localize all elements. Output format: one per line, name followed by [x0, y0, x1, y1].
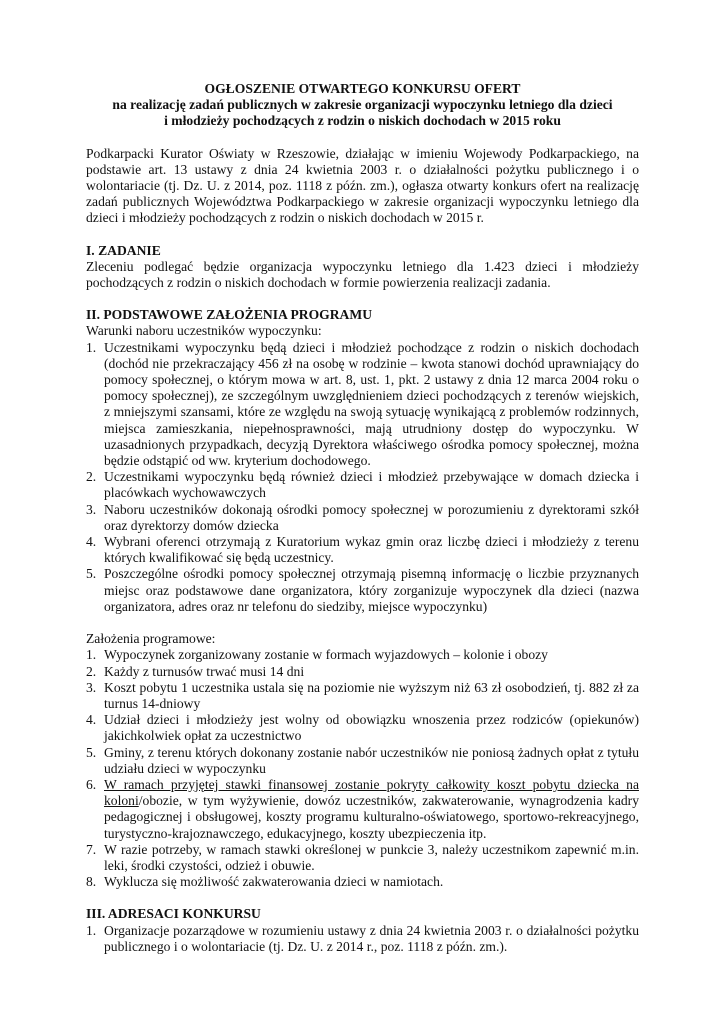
list-item-number: 5. — [86, 566, 97, 582]
list-item-text: Koszt pobytu 1 uczestnika ustala się na poziomie nie wyższym niż 63 zł osobodzień, tj. 882 zł za turnus 14-dniowy — [104, 679, 639, 711]
section-3-heading: III. ADRESACI KONKURSU — [86, 906, 261, 922]
list-item — [86, 680, 639, 712]
list-item-number: 3. — [86, 501, 97, 517]
program-assumptions-heading: Założenia programowe: — [86, 631, 216, 647]
list-item-text: /obozie, w tym wyżywienie, dowóz uczestników, zakwaterowanie, wynagrodzenia kadry pedagogicznej i obsługowej, koszty programu kulturalno-oświatowego, sportowo-rekreacyjnego, turystyczno-krajoznawczego, edukacyjnego, koszty ubezpieczenia itp. — [104, 793, 639, 841]
section-2-heading: II. PODSTAWOWE ZAŁOŻENIA PROGRAMU — [86, 307, 373, 323]
list-item-text: Wyklucza się możliwość zakwaterowania dzieci w namiotach. — [104, 874, 444, 890]
list-item-text: Wybrani oferenci otrzymają z Kuratorium wykaz gmin oraz liczbę dzieci i młodzieży z terenu których kwalifikować się będą uczestnicy. — [104, 534, 639, 566]
list-item — [86, 842, 639, 874]
list-item — [86, 712, 639, 744]
list-item — [86, 874, 639, 890]
list-item-number: 1. — [86, 922, 97, 938]
contest-addressees-list — [86, 923, 639, 955]
list-item-text: W razie potrzeby, w ramach stawki określonej w punkcie 3, należy uczestnikom zapewnić m.in. leki, środki czystości, odzież i obuwie. — [104, 841, 639, 873]
list-item-number: 6. — [86, 776, 97, 792]
list-item-number: 1. — [86, 339, 97, 355]
section-1-heading: I. ZADANIE — [86, 242, 161, 258]
list-item-text: Naboru uczestników dokonają ośrodki pomocy społecznej w porozumieniu z dyrektorami szkół oraz dyrektorzy domów dziecka — [104, 501, 639, 533]
list-item-number: 1. — [86, 647, 97, 663]
list-item-underlined-text: W ramach przyjętej stawki finansowej zostanie pokryty całkowity koszt pobytu dziecka na koloni — [104, 776, 639, 809]
list-item — [86, 340, 639, 470]
list-item-number: 3. — [86, 679, 97, 695]
list-item-number: 2. — [86, 663, 97, 679]
list-item-text: Gminy, z terenu których dokonany zostanie nabór uczestników nie poniosą żadnych opłat z tytułu udziału dzieci w wypoczynku — [104, 744, 639, 776]
list-item-text: Udział dzieci i młodzieży jest wolny od obowiązku wnoszenia przez rodziców (opiekunów) jakichkolwiek opłat za uczestnictwo — [104, 712, 639, 744]
list-item — [86, 534, 639, 566]
section-2-subheading: Warunki naboru uczestników wypoczynku: — [86, 323, 322, 339]
list-item — [86, 777, 639, 842]
list-item-text: Wypoczynek zorganizowany zostanie w formach wyjazdowych – kolonie i obozy — [104, 647, 548, 663]
list-item — [86, 664, 639, 680]
list-item-number: 4. — [86, 534, 97, 550]
title-line-1: OGŁOSZENIE OTWARTEGO KONKURSU OFERT — [204, 81, 521, 96]
intro-paragraph: Podkarpacki Kurator Oświaty w Rzeszowie, działając w imieniu Wojewody Podkarpackiego, na podstawie art. 13 ustawy z dnia 24 kwietnia 2003 r. o działalności pożytku publicznego i o wolontariacie (tj. Dz. U. z 2014, poz. 1118 z późn. zm.), ogłasza otwarty konkurs ofert na realizację zadań publicznych Województwa Podkarpackiego w zakresie organizacji wypoczynku letniego dla dzieci i młodzieży pochodzących z rodzin o niskich dochodach w 2015 r. — [86, 145, 639, 226]
list-item — [86, 469, 639, 501]
program-assumptions-list — [86, 647, 639, 890]
list-item-number: 7. — [86, 841, 97, 857]
document-title — [86, 81, 639, 130]
list-item-text: Każdy z turnusów trwać musi 14 dni — [104, 663, 305, 679]
list-item — [86, 647, 639, 663]
recruitment-conditions-list — [86, 340, 639, 615]
section-1-text: Zleceniu podlegać będzie organizacja wypoczynku letniego dla 1.423 dzieci i młodzieży pochodzących z rodzin o niskich dochodach w formie powierzenia realizacji zadania. — [86, 258, 639, 291]
list-item-text: Organizacje pozarządowe w rozumieniu ustawy z dnia 24 kwietnia 2003 r. o działalności pożytku publicznego i o wolontariacie (tj. Dz. U. z 2014 r., poz. 1118 z późn. zm.). — [104, 922, 639, 954]
list-item-number: 4. — [86, 712, 97, 728]
list-item — [86, 566, 639, 615]
list-item-text: Uczestnikami wypoczynku będą dzieci i młodzież pochodzące z rodzin o niskich dochodach (dochód nie przekraczający 456 zł na osobę w rodzinie – kwota stanowi dochód uprawniający do pomocy społecznej, o którym mowa w art. 8, ust. 1, pkt. 2 ustawy z dnia 12 marca 2004 roku o pomocy społecznej), ze szczególnym uwzględnieniem dzieci pochodzących z terenów wiejskich, z mniejszymi szansami, które ze względu na swoją sytuację wynikającą z problemów rodzinnych, miejsca zamieszkania, niepełnosprawności, mają utrudniony dostęp do wypoczynku. W uzasadnionych przypadkach, decyzją Dyrektora właściwego ośrodka pomocy społecznej, można będzie odstąpić od ww. kryterium dochodowego. — [104, 339, 639, 469]
list-item — [86, 745, 639, 777]
list-item-text: Uczestnikami wypoczynku będą również dzieci i młodzież przebywające w domach dziecka i placówkach wychowawczych — [104, 469, 639, 501]
list-item-text: Poszczególne ośrodki pomocy społecznej otrzymają pisemną informację o liczbie przyznanych miejsc oraz podstawowe dane organizatora, który zorganizuje wypoczynek dla dzieci (nazwa organizatora, adres oraz nr telefonu do siedziby, miejsce wypoczynku) — [104, 566, 639, 614]
list-item — [86, 923, 639, 955]
list-item-number: 5. — [86, 744, 97, 760]
title-line-2: na realizację zadań publicznych w zakresie organizacji wypoczynku letniego dla dzieci — [112, 97, 613, 113]
title-line-3: i młodzieży pochodzących z rodzin o niskich dochodach w 2015 roku — [164, 113, 561, 129]
list-item-number: 8. — [86, 874, 97, 890]
list-item-number: 2. — [86, 469, 97, 485]
list-item — [86, 502, 639, 534]
